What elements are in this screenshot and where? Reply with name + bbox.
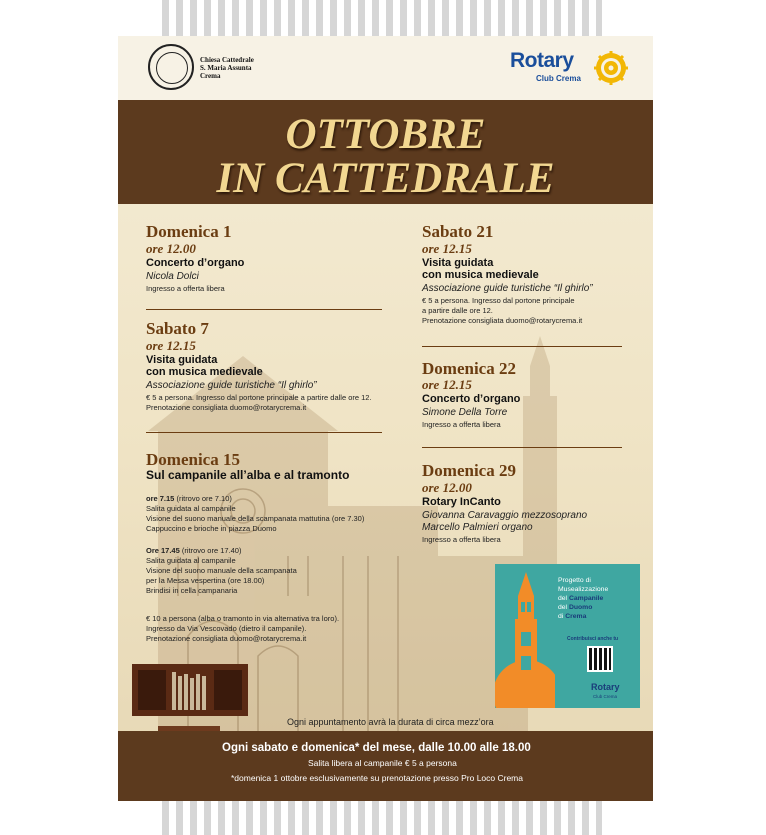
divider	[146, 309, 382, 310]
promo-rotary-text: Rotary	[591, 682, 620, 692]
promo-line	[558, 612, 636, 621]
evening-time-note: (ritrovo ore 17.40)	[179, 546, 242, 555]
qr-code-icon[interactable]	[589, 648, 611, 670]
event-info: Ingresso a offerta libera	[422, 535, 501, 544]
event-time: ore 12.15	[422, 377, 472, 392]
morning-info: Salita guidata al campanile Visione del suono manuale della scampanata mattutina (ore 7.30) Cappuccino e brioche in piazza Duomo	[146, 504, 365, 533]
promo-line: Progetto di	[558, 577, 591, 584]
event-name-line2: con musica medievale	[422, 269, 539, 281]
divider	[422, 346, 622, 347]
event-name: Sul campanile all’alba e al tramonto	[146, 468, 350, 482]
event-time: ore 12.00	[422, 480, 472, 495]
duration-note: Ogni appuntamento avrà la durata di circa mezz’ora	[287, 717, 494, 727]
event-name: Rotary InCanto	[422, 496, 501, 508]
rotary-club-text: Club Crema	[536, 74, 581, 83]
event-name-line2: con musica medievale	[146, 366, 263, 378]
event-day: Domenica 29	[422, 461, 516, 480]
promo-word: del	[558, 595, 569, 602]
church-line: Chiesa Cattedrale	[200, 56, 254, 64]
poster-title-line2: IN CATTEDRALE	[216, 155, 555, 202]
promo-line	[558, 603, 636, 612]
event-day: Sabato 7	[146, 319, 209, 338]
promo-word: di	[558, 613, 566, 620]
event-day: Domenica 22	[422, 359, 516, 378]
promo-word: del	[558, 604, 569, 611]
morning-time: ore 7.15	[146, 494, 175, 503]
price-info: € 10 a persona (alba o tramonto in via alternativa tra loro). Ingresso da Via Vescovado (dietro il campanile). Prenotazione consigliata duomo@rotarycrema.it	[146, 614, 340, 643]
footnote: *domenica 1 ottobre esclusivamente su prenotazione presso Pro Loco Crema	[231, 773, 523, 783]
event-performer: Marcello Palmieri organo	[422, 522, 533, 533]
rotary-logo-text: Rotary	[510, 49, 574, 72]
event-performer: Associazione guide turistiche “Il ghirlo”	[146, 380, 317, 391]
evening-time: Ore 17.45	[146, 546, 180, 555]
promo-line: Musealizzazione	[558, 586, 609, 593]
evening-time-line	[146, 546, 241, 556]
promo-line	[558, 594, 636, 603]
bell-tower-fee: Salita libera al campanile € 5 a persona	[308, 758, 457, 768]
bell-tower-icon	[495, 564, 555, 708]
bell-tower-project-card	[495, 564, 640, 708]
promo-text	[558, 576, 636, 621]
event-day: Domenica 15	[146, 450, 240, 469]
church-line: S. Maria Assunta	[200, 64, 252, 72]
morning-time-line	[146, 494, 232, 504]
event-info: Ingresso a offerta libera	[146, 284, 225, 293]
promo-highlight: Crema	[565, 613, 587, 620]
promo-highlight: Campanile	[568, 595, 604, 602]
morning-time-note: (ritrovo ore 7.10)	[174, 494, 232, 503]
church-name	[200, 56, 280, 80]
poster-title-line1: OTTOBRE	[285, 111, 486, 158]
event-name: Concerto d’organo	[422, 393, 521, 405]
promo-highlight: Duomo	[568, 604, 593, 611]
divider	[422, 447, 622, 448]
event-poster	[118, 36, 653, 801]
weekend-schedule: Ogni sabato e domenica* del mese, dalle 10.00 alle 18.00	[222, 742, 531, 754]
event-time: ore 12.15	[422, 241, 472, 256]
event-time: ore 12.15	[146, 338, 196, 353]
church-line: Crema	[200, 72, 221, 80]
event-info: € 5 a persona. Ingresso dal portone principale a partire dalle ore 12. Prenotazione consigliata duomo@rotarycrema.it	[146, 393, 372, 412]
organ-pipes-image	[132, 664, 248, 716]
rotary-wheel-icon	[593, 50, 629, 86]
divider	[146, 432, 382, 433]
event-performer: Associazione guide turistiche “Il ghirlo”	[422, 283, 593, 294]
event-performer: Nicola Dolci	[146, 271, 199, 282]
event-day: Domenica 1	[146, 222, 232, 241]
event-performer: Giovanna Caravaggio mezzosoprano	[422, 510, 588, 521]
contribute-text: Contribuisci anche tu	[567, 636, 619, 642]
event-info: € 5 a persona. Ingresso dal portone principale a partire dalle ore 12. Prenotazione consigliata duomo@rotarycrema.it	[422, 296, 583, 325]
event-day: Sabato 21	[422, 222, 494, 241]
event-name: Concerto d’organo	[146, 257, 245, 269]
top-stripe-decoration	[162, 0, 602, 36]
bottom-stripe-decoration	[162, 801, 602, 835]
cathedral-seal-icon	[148, 44, 194, 90]
event-performer: Simone Della Torre	[422, 407, 508, 418]
event-time: ore 12.00	[146, 241, 196, 256]
evening-info: Salita guidata al campanile Visione del suono manuale della scampanata per la Messa vespertina (ore 18.00) Brindisi in cella campanaria	[146, 556, 297, 595]
poster-header	[118, 36, 653, 100]
event-name-line1: Visita guidata	[422, 257, 494, 269]
event-name-line1: Visita guidata	[146, 354, 218, 366]
event-info: Ingresso a offerta libera	[422, 420, 501, 429]
promo-rotary-sub: Club Crema	[593, 694, 618, 699]
